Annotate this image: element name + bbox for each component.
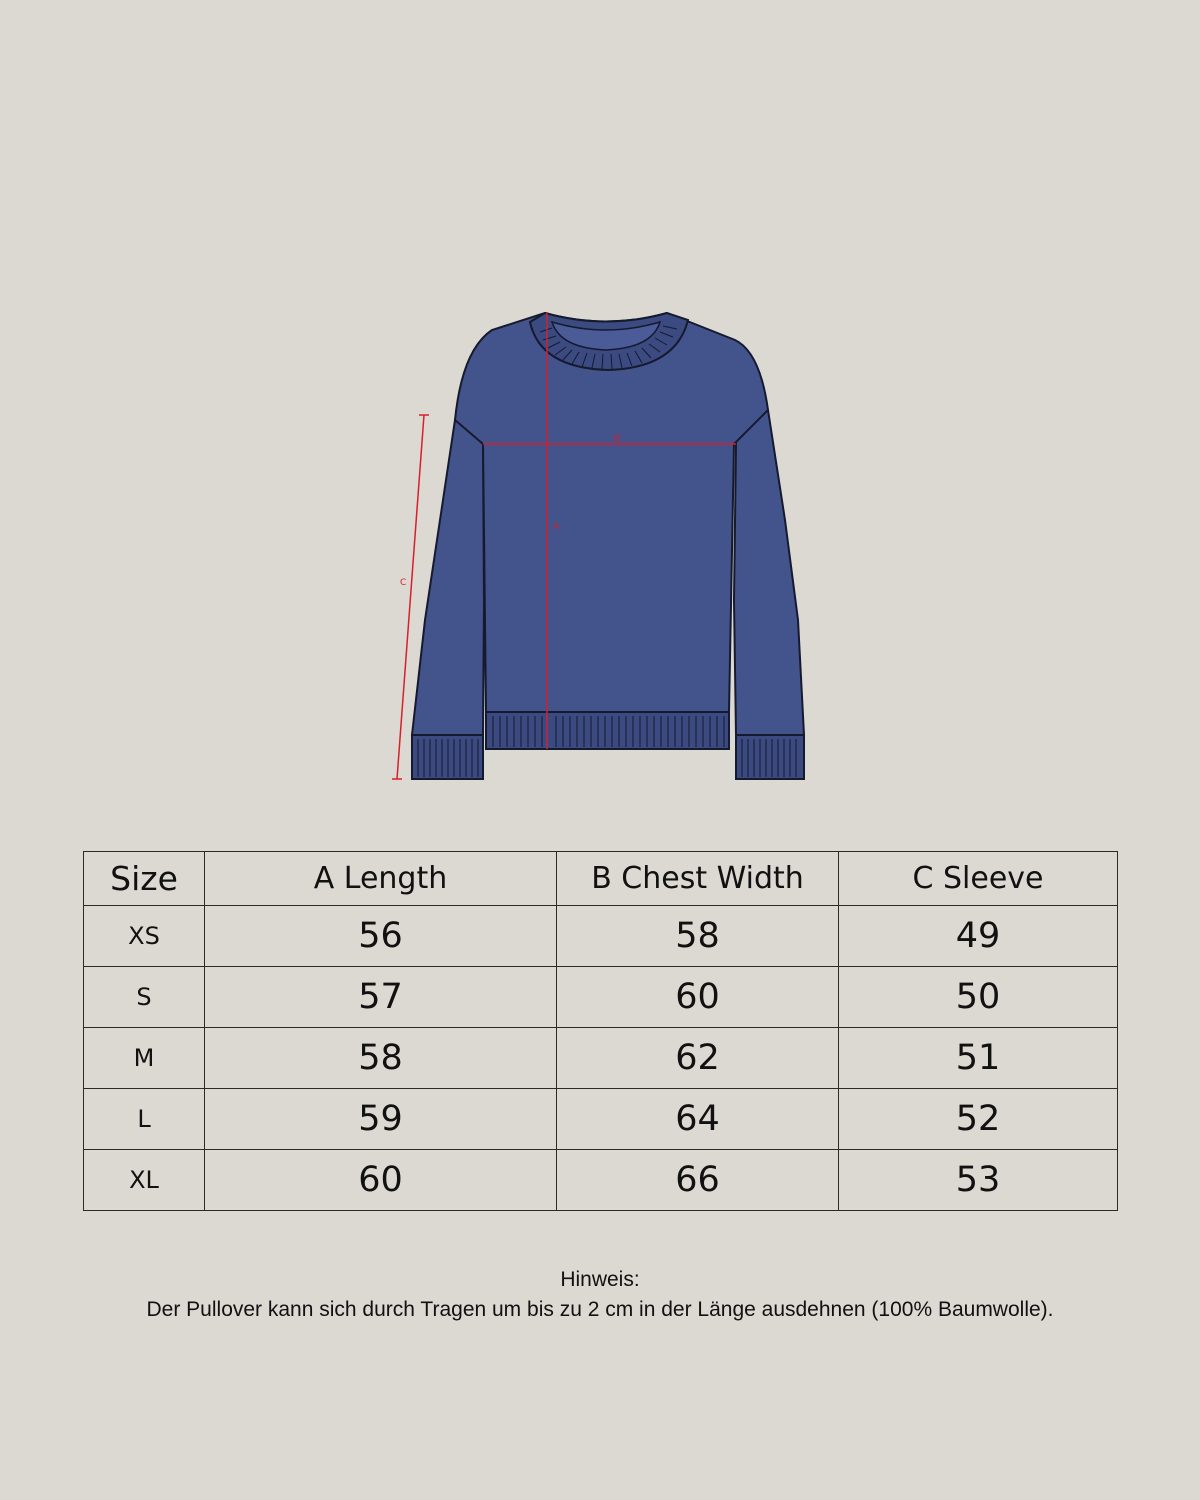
- size-chart-table: [83, 851, 1118, 1211]
- header-b-chest-width: B Chest Width: [557, 852, 839, 906]
- length-cell: 57: [205, 967, 557, 1028]
- table-row: [84, 1150, 1118, 1211]
- measure-c-label: C: [400, 578, 407, 588]
- sleeve-cell: 52: [839, 1089, 1118, 1150]
- chest-width-cell: 64: [557, 1089, 839, 1150]
- right-cuff: [736, 735, 804, 779]
- size-cell: XL: [84, 1150, 205, 1211]
- table-row: [84, 1028, 1118, 1089]
- measure-b-label: B: [614, 434, 621, 444]
- table-row: [84, 967, 1118, 1028]
- size-cell: XS: [84, 906, 205, 967]
- sleeve-cell: 51: [839, 1028, 1118, 1089]
- length-cell: 56: [205, 906, 557, 967]
- waist-rib: [486, 712, 729, 749]
- table-row: [84, 1089, 1118, 1150]
- note-title: Hinweis:: [560, 1268, 640, 1291]
- sleeve-cell: 49: [839, 906, 1118, 967]
- care-note: [0, 1265, 1200, 1325]
- table-header-row: [84, 852, 1118, 906]
- size-cell: M: [84, 1028, 205, 1089]
- size-cell: L: [84, 1089, 205, 1150]
- measure-a-label: A: [553, 522, 560, 532]
- chest-width-cell: 66: [557, 1150, 839, 1211]
- length-cell: 59: [205, 1089, 557, 1150]
- table-row: [84, 906, 1118, 967]
- sleeve-cell: 50: [839, 967, 1118, 1028]
- note-text: Der Pullover kann sich durch Tragen um bis zu 2 cm in der Länge ausdehnen (100% Baumwolle).: [146, 1298, 1054, 1321]
- header-c-sleeve: C Sleeve: [839, 852, 1118, 906]
- sleeve-cell: 53: [839, 1150, 1118, 1211]
- length-cell: 58: [205, 1028, 557, 1089]
- header-a-length: A Length: [205, 852, 557, 906]
- sweater-body: [455, 313, 768, 712]
- size-cell: S: [84, 967, 205, 1028]
- chest-width-cell: 60: [557, 967, 839, 1028]
- chest-width-cell: 58: [557, 906, 839, 967]
- chest-width-cell: 62: [557, 1028, 839, 1089]
- header-size: Size: [84, 852, 205, 906]
- length-cell: 60: [205, 1150, 557, 1211]
